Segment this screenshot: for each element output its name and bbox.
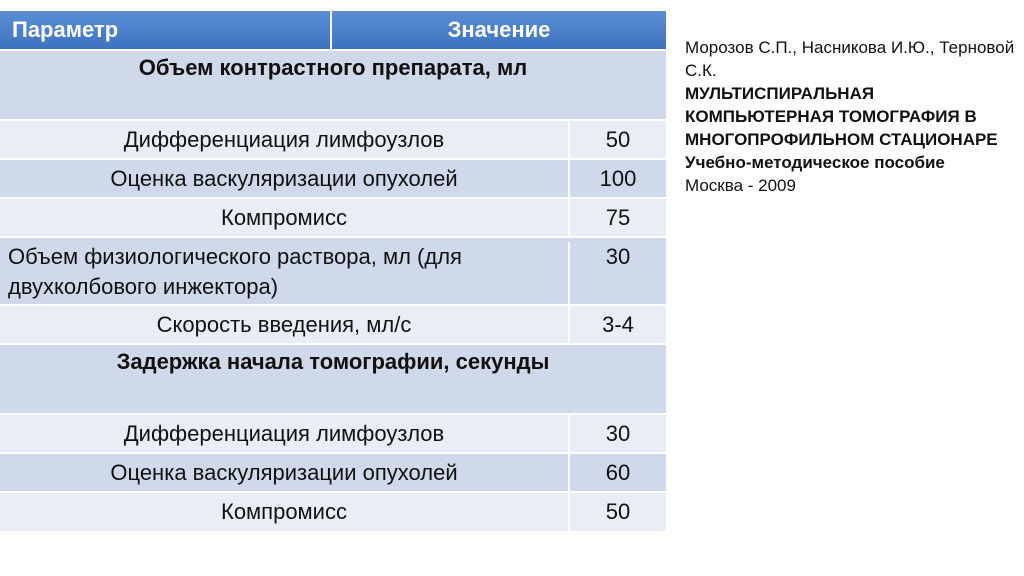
reference-city-year: Москва - 2009 xyxy=(685,176,796,195)
row-label: Компромисс xyxy=(0,199,570,236)
table-header xyxy=(0,11,666,51)
header-value: Значение xyxy=(447,17,551,42)
row-label: Оценка васкуляризации опухолей xyxy=(0,160,570,197)
row-value: 75 xyxy=(605,205,631,230)
row-value: 50 xyxy=(605,499,631,524)
row-label: Объем физиологического раствора, мл (для двухколбового инжектора) xyxy=(0,242,570,304)
table-row xyxy=(0,199,666,238)
parameters-table xyxy=(0,11,666,531)
reference-subtitle: Учебно-методическое пособие xyxy=(685,153,945,172)
reference-authors: Морозов С.П., Насникова И.Ю., Терновой С.К. xyxy=(685,38,1015,80)
reference-title: МУЛЬТИСПИРАЛЬНАЯ КОМПЬЮТЕРНАЯ ТОМОГРАФИЯ В МНОГОПРОФИЛЬНОМ СТАЦИОНАРЕ xyxy=(685,84,998,149)
table-row xyxy=(0,306,666,345)
row-value: 3-4 xyxy=(602,312,634,337)
row-value: 100 xyxy=(599,166,637,191)
row-value: 30 xyxy=(605,244,631,269)
row-label: Оценка васкуляризации опухолей xyxy=(0,454,570,491)
section-title-contrast-volume: Объем контрастного препарата, мл xyxy=(0,51,666,121)
section-title-delay: Задержка начала томографии, секунды xyxy=(0,345,666,415)
table-row xyxy=(0,454,666,493)
table-row xyxy=(0,238,666,306)
row-label: Скорость введения, мл/с xyxy=(0,306,570,343)
row-label: Дифференциация лимфоузлов xyxy=(0,415,570,452)
header-param: Параметр xyxy=(0,11,332,49)
row-value: 30 xyxy=(605,421,631,446)
reference-citation xyxy=(685,36,1020,197)
table-row xyxy=(0,415,666,454)
row-value: 60 xyxy=(605,460,631,485)
row-label: Дифференциация лимфоузлов xyxy=(0,121,570,158)
row-value: 50 xyxy=(605,127,631,152)
table-row xyxy=(0,121,666,160)
row-label: Компромисс xyxy=(0,493,570,531)
table-row xyxy=(0,493,666,531)
table-row xyxy=(0,160,666,199)
